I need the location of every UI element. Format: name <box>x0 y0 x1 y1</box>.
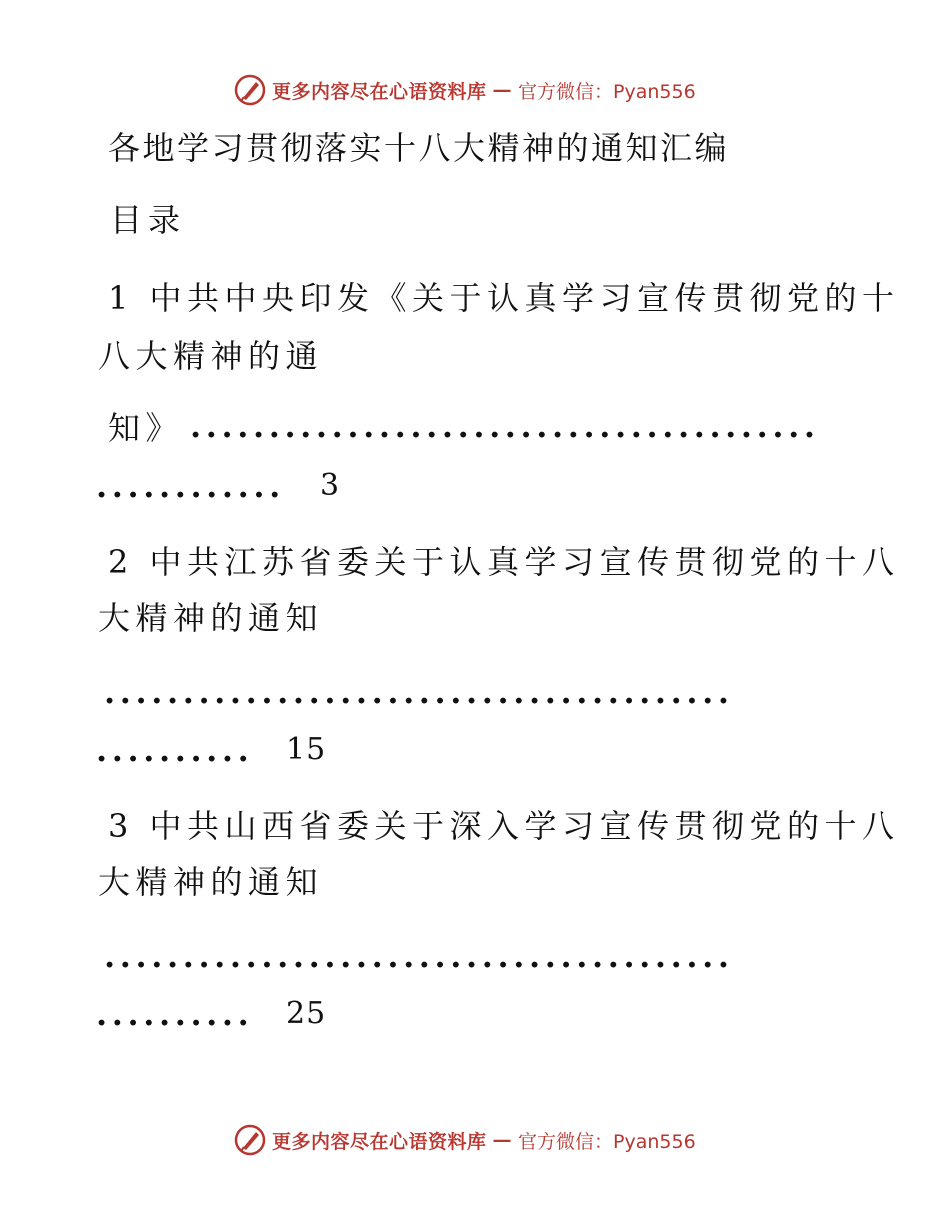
banner-dash: — <box>492 79 513 101</box>
toc-entry-1-title-part1: 中共中央印发《关于认真学习宣传贯彻党的十 <box>149 279 900 317</box>
toc-entry-2-title-part1: 中共江苏省委关于认真学习宣传贯彻党的十八 <box>149 543 900 581</box>
toc-entry-1-number: 1 <box>108 279 134 317</box>
footer-banner <box>234 1122 696 1158</box>
toc-entry-3-line1[interactable] <box>108 806 900 846</box>
banner-text: 更多内容尽在心语资料库 <box>272 80 487 103</box>
toc-entry-3-leader-a: ........................................ <box>104 937 734 975</box>
toc-entry-2-line1[interactable] <box>108 542 900 582</box>
toc-entry-3-title-part2: 大精神的通知 <box>98 863 324 901</box>
toc-entry-1-title-part3: 知》 <box>108 409 184 447</box>
toc-entry-3-number: 3 <box>108 807 134 845</box>
toc-entry-1-page: 3 <box>320 468 341 503</box>
toc-entry-2-title-part2: 大精神的通知 <box>98 599 324 637</box>
toc-entry-3-page: 25 <box>286 996 327 1031</box>
toc-entry-1-line1[interactable] <box>108 278 900 318</box>
document-title: 各地学习贯彻落实十八大精神的通知汇编 <box>108 129 730 167</box>
toc-entry-2-number: 2 <box>108 543 134 581</box>
toc-entry-2-leader-b: .......... <box>96 731 254 769</box>
toc-entry-3-title-part1: 中共山西省委关于深入学习宣传贯彻党的十八 <box>149 807 900 845</box>
header-banner <box>234 72 696 108</box>
toc-entry-2-page: 15 <box>286 732 327 767</box>
banner-contact: 官方微信：Pyan556 <box>518 80 696 103</box>
toc-entry-1-leader-a: ........................................ <box>190 407 820 445</box>
quill-logo-icon <box>234 74 266 106</box>
banner-contact: 官方微信：Pyan556 <box>518 1130 696 1153</box>
toc-heading: 目录 <box>110 201 187 239</box>
quill-logo-icon <box>234 1124 266 1156</box>
toc-entry-1-title-part2: 八大精神的通 <box>98 337 324 375</box>
toc-entry-3-leader-b: .......... <box>96 995 254 1033</box>
toc-entry-2-leader-a: ........................................ <box>104 673 734 711</box>
banner-dash: — <box>492 1129 513 1151</box>
toc-entry-1-leader-b: ............ <box>96 467 285 505</box>
banner-text: 更多内容尽在心语资料库 <box>272 1130 487 1153</box>
